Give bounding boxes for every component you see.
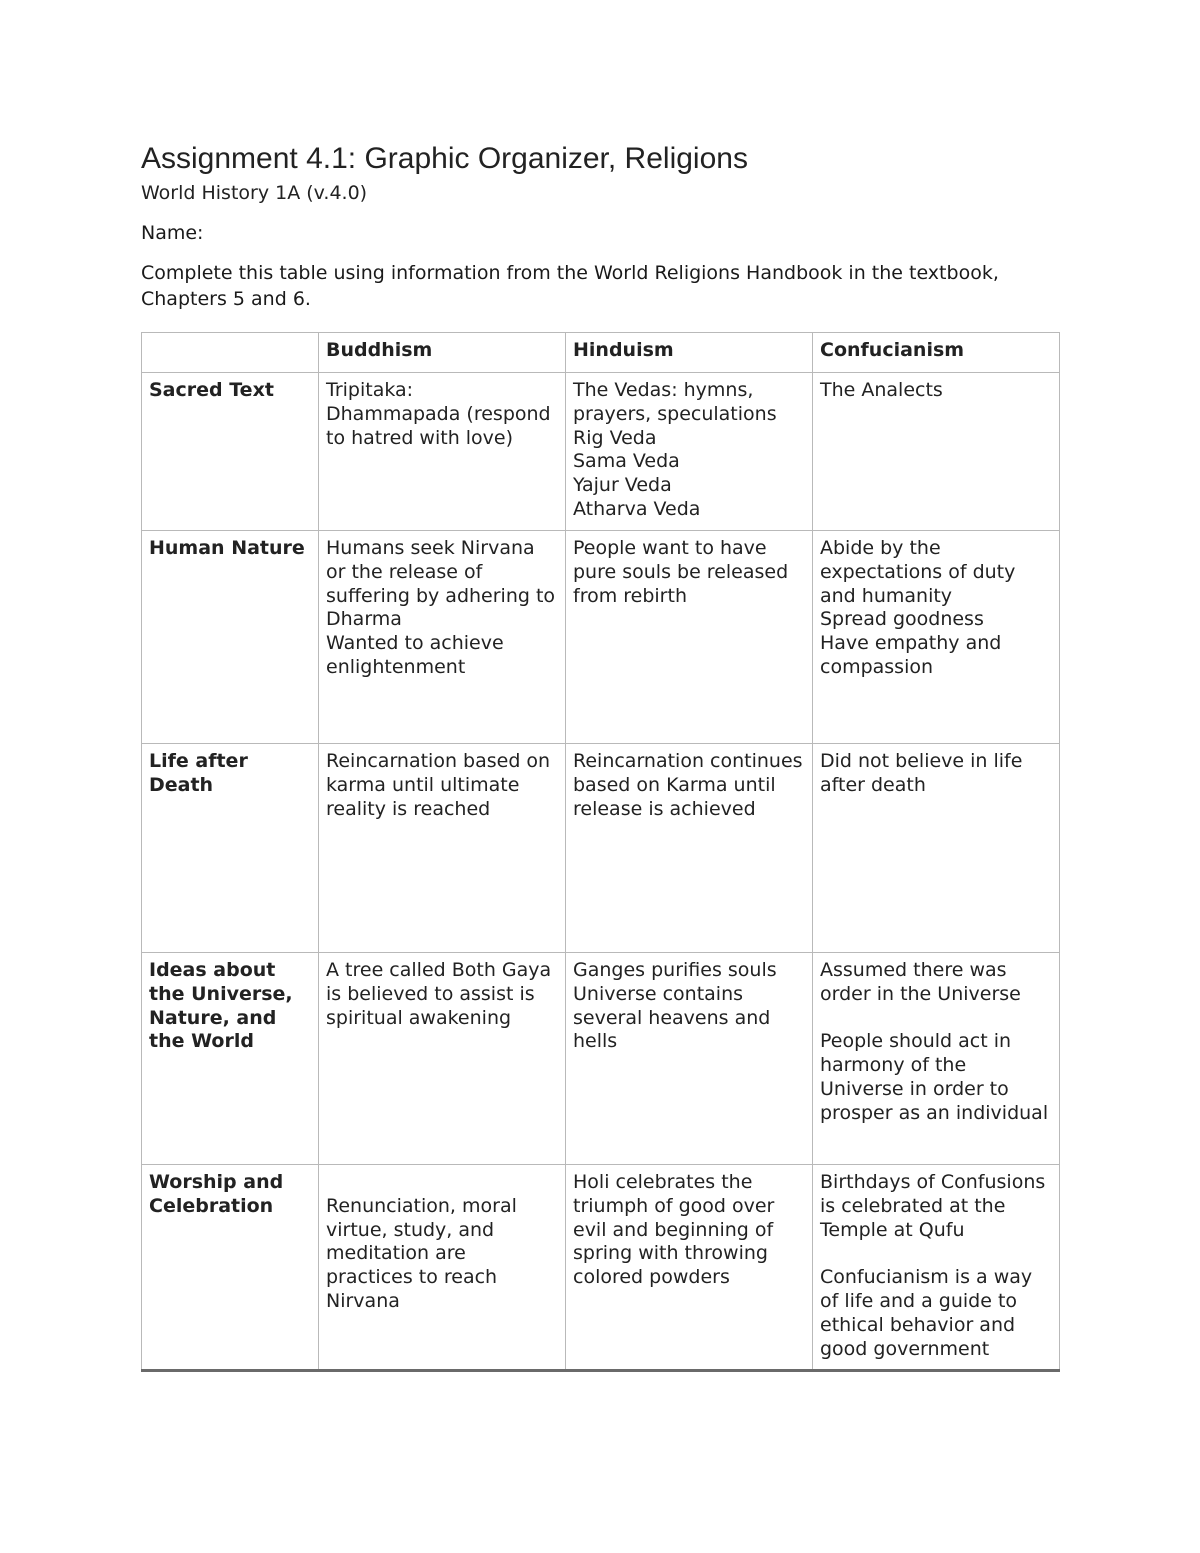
cell-text: Reincarnation continues based on Karma until release is achieved xyxy=(573,750,803,820)
cell-hinduism xyxy=(566,1165,813,1371)
cell-spacer xyxy=(326,1171,558,1195)
cell-hinduism xyxy=(566,744,813,953)
cell-confucianism xyxy=(813,744,1060,953)
cell-text: Have empathy and compassion xyxy=(820,632,1002,678)
row-label-worship-celebration: Worship and Celebration xyxy=(142,1165,319,1371)
cell-buddhism xyxy=(319,953,566,1165)
row-label-sacred-text: Sacred Text xyxy=(142,373,319,531)
header-cell-blank xyxy=(142,333,319,373)
cell-text: Humans seek Nirvana or the release of suffering by adhering to Dharma xyxy=(326,537,556,631)
cell-text: The Vedas: hymns, prayers, speculations xyxy=(573,379,777,425)
cell-confucianism xyxy=(813,531,1060,744)
cell-text: People want to have pure souls be released from rebirth xyxy=(573,537,789,607)
cell-text: Abide by the expectations of duty and humanity xyxy=(820,537,1016,607)
cell-spacer xyxy=(820,1007,1052,1031)
cell-hinduism xyxy=(566,953,813,1165)
cell-text: Universe contains several heavens and hells xyxy=(573,982,771,1053)
table-row xyxy=(142,1165,1060,1371)
cell-text: Did not believe in life after death xyxy=(820,750,1023,796)
cell-hinduism xyxy=(566,373,813,531)
header-cell-hinduism: Hinduism xyxy=(566,333,813,373)
table-row xyxy=(142,953,1060,1165)
cell-buddhism xyxy=(319,1165,566,1371)
cell-text: Confucianism is a way of life and a guide to ethical behavior and good government xyxy=(820,1266,1033,1360)
cell-confucianism xyxy=(813,373,1060,531)
cell-text: Sama Veda xyxy=(573,450,680,473)
cell-text: Holi celebrates the triumph of good over evil and beginning of spring with throwing colored powders xyxy=(573,1171,775,1289)
cell-text: Assumed there was order in the Universe xyxy=(820,959,1021,1005)
course-subtitle: World History 1A (v.4.0) xyxy=(141,182,368,204)
cell-text: A tree called Both Gaya is believed to assist is spiritual awakening xyxy=(326,959,552,1029)
header-row xyxy=(142,333,1060,373)
table-row xyxy=(142,373,1060,531)
document-header xyxy=(141,140,1059,312)
cell-text: Wanted to achieve enlightenment xyxy=(326,632,504,678)
cell-text: Yajur Veda xyxy=(573,474,672,497)
cell-confucianism xyxy=(813,1165,1060,1371)
cell-text: Rig Veda xyxy=(573,426,657,449)
cell-hinduism xyxy=(566,531,813,744)
row-label-human-nature: Human Nature xyxy=(142,531,319,744)
cell-buddhism xyxy=(319,531,566,744)
header-cell-buddhism: Buddhism xyxy=(319,333,566,373)
cell-text: Renunciation, moral virtue, study, and meditation are practices to reach Nirvana xyxy=(326,1194,517,1312)
cell-text: Reincarnation based on karma until ultimate reality is reached xyxy=(326,750,551,820)
cell-text: Spread goodness xyxy=(820,608,984,631)
table-row xyxy=(142,531,1060,744)
cell-text: Dhammapada (respond to hatred with love) xyxy=(326,402,551,449)
graphic-organizer-table xyxy=(141,332,1060,1372)
page-title: Assignment 4.1: Graphic Organizer, Religions xyxy=(141,142,748,175)
cell-text: The Analects xyxy=(820,379,943,401)
row-label-life-after-death: Life after Death xyxy=(142,744,319,953)
cell-text: Atharva Veda xyxy=(573,497,701,520)
name-label: Name: xyxy=(141,222,204,244)
row-label-ideas-universe: Ideas about the Universe, Nature, and the World xyxy=(142,953,319,1165)
cell-confucianism xyxy=(813,953,1060,1165)
cell-text: Birthdays of Confusions is celebrated at the Temple at Qufu xyxy=(820,1171,1046,1241)
table-row xyxy=(142,744,1060,953)
cell-text: People should act in harmony of the Universe in order to prosper as an individual xyxy=(820,1030,1049,1124)
cell-text: Tripitaka: xyxy=(326,379,414,401)
cell-buddhism xyxy=(319,373,566,531)
cell-buddhism xyxy=(319,744,566,953)
header-cell-confucianism: Confucianism xyxy=(813,333,1060,373)
cell-text: Ganges purifies souls xyxy=(573,959,777,981)
cell-spacer xyxy=(820,1242,1052,1266)
instructions-text: Complete this table using information from the World Religions Handbook in the textbook, Chapters 5 and 6. xyxy=(141,262,999,310)
